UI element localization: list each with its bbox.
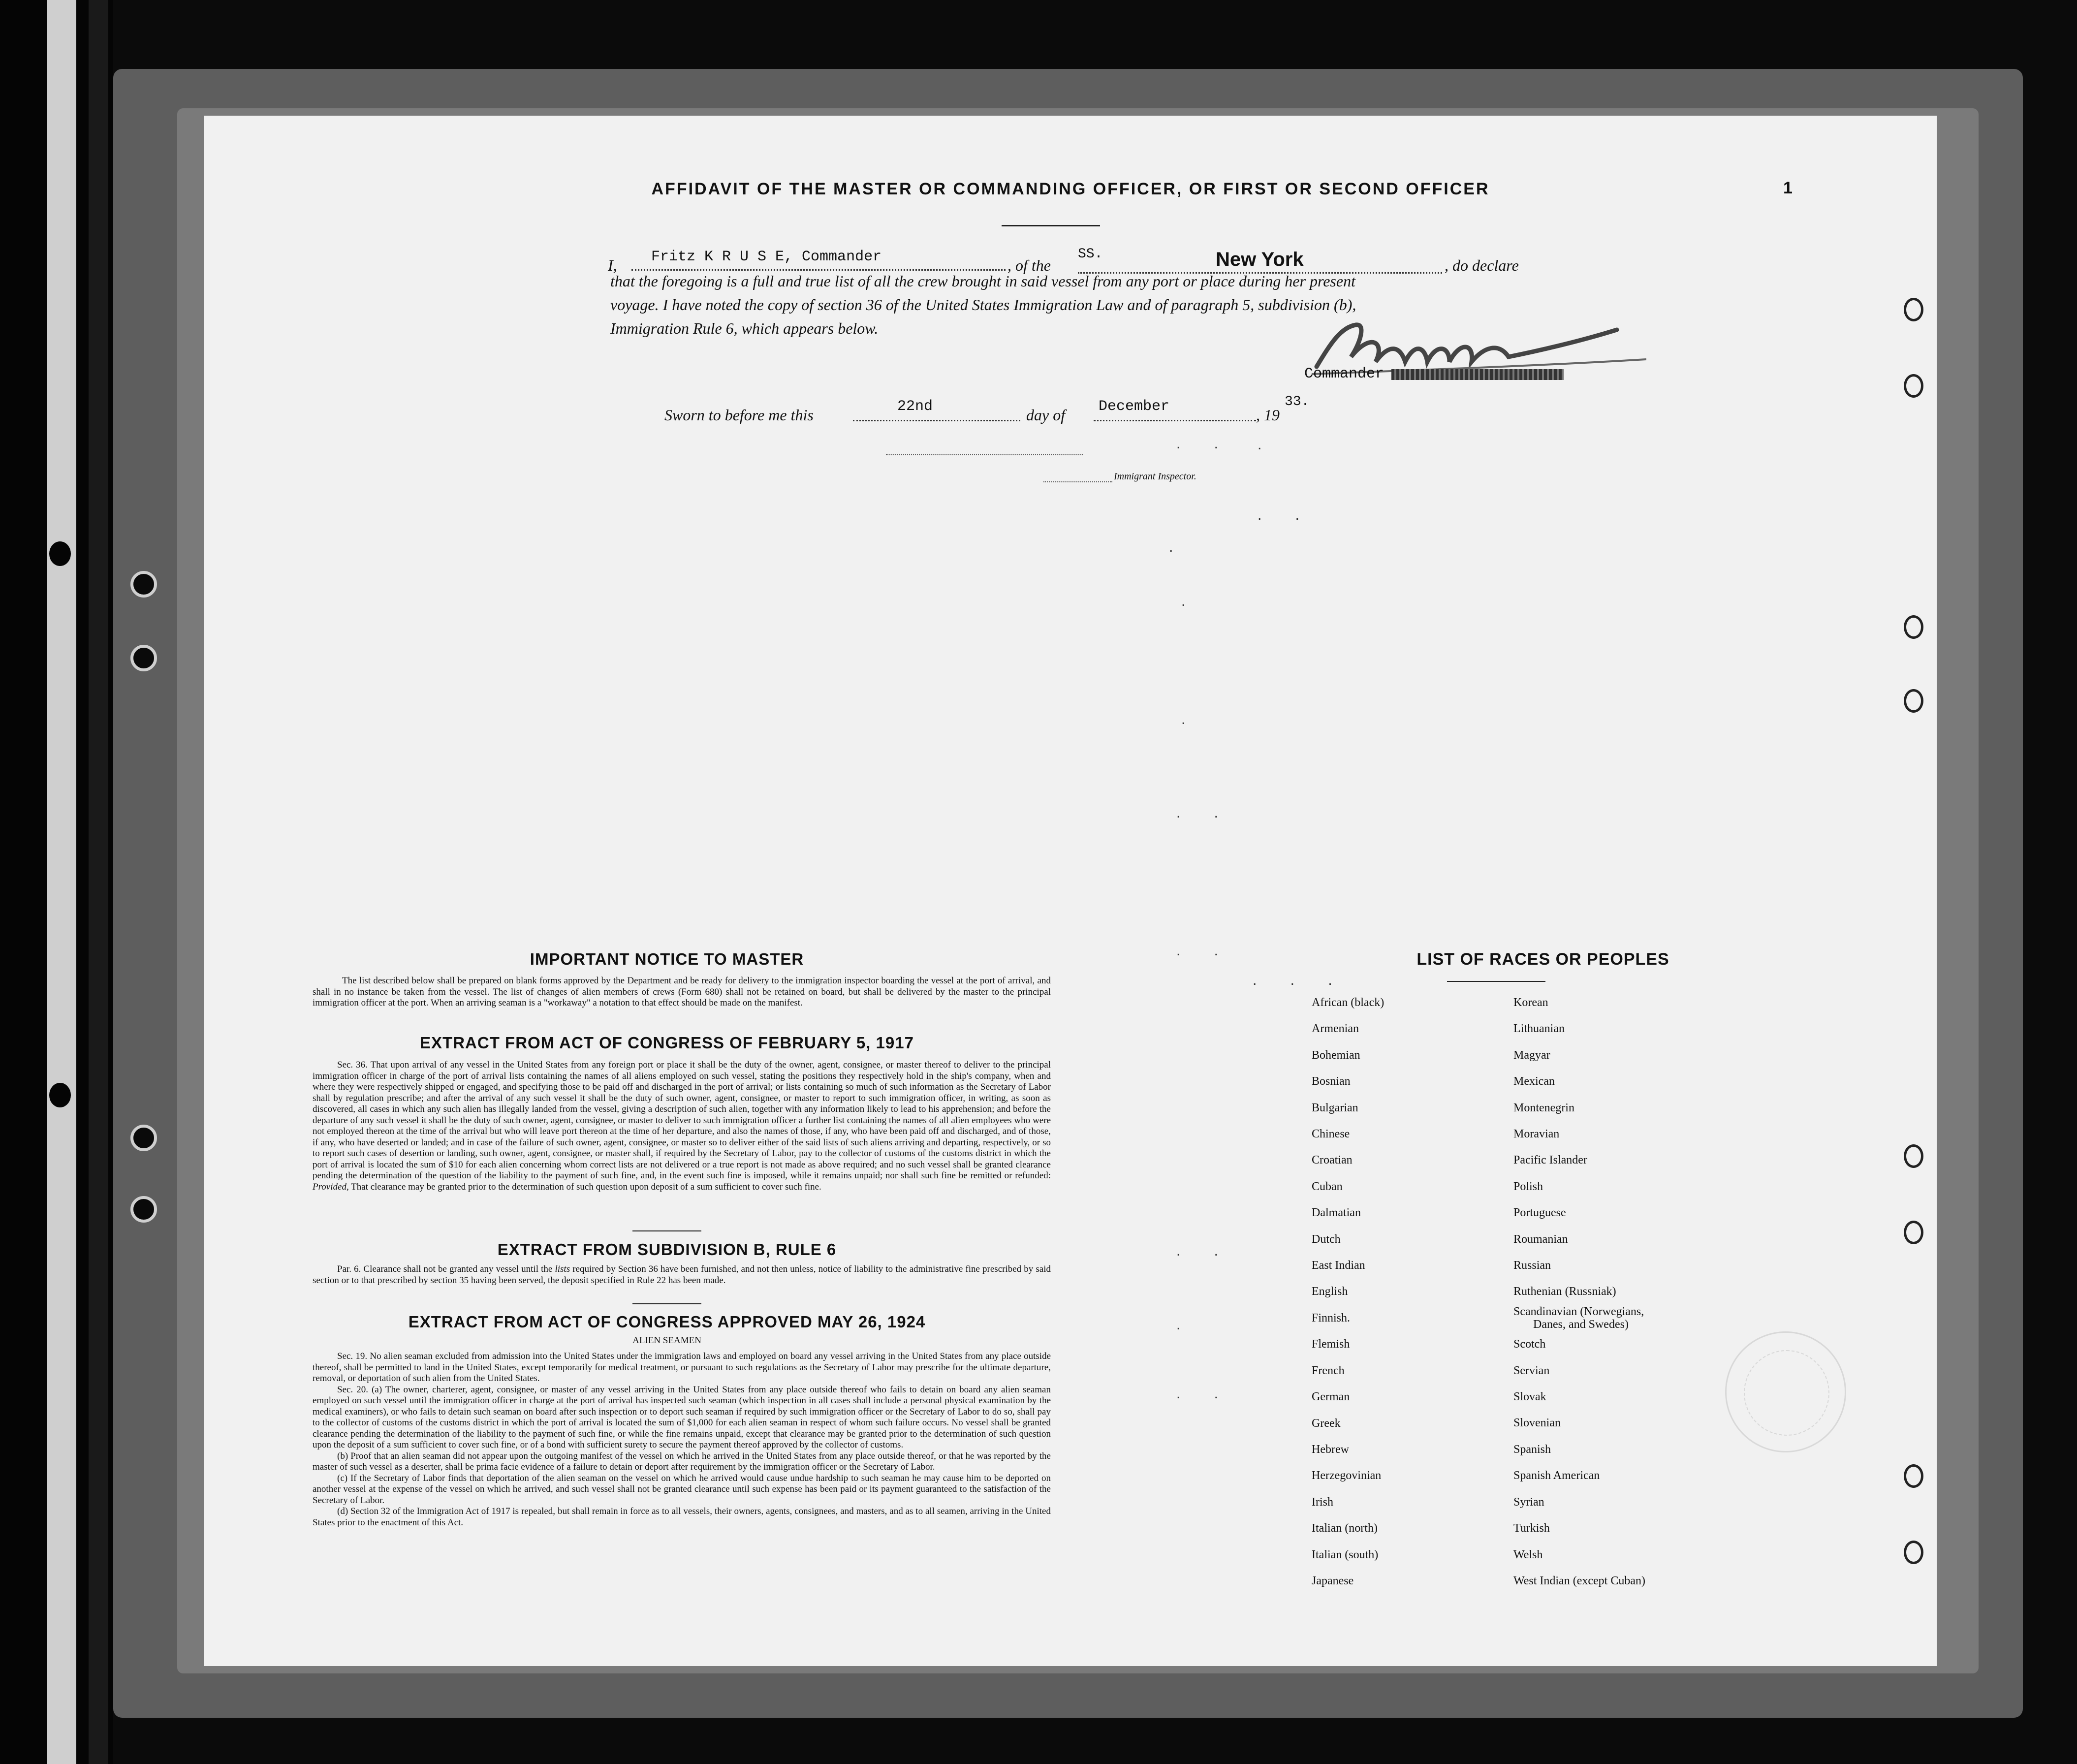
struck-out-title [1391, 369, 1564, 380]
extract-1924-sec20d: (d) Section 32 of the Immigration Act of 1917 is repealed, but shall remain in force as to all vessels, their owners, agents, consignees, and masters, and as to all seamen, arriving in the United States prior to the enactment of this Act. [313, 1506, 1051, 1528]
race-item: Dalmatian [1312, 1206, 1361, 1220]
decl-line-3: voyage. I have noted the copy of section 36 of the United States Immigration Law and of paragraph 5, subdivision (b), [610, 296, 1356, 314]
decl-line-2: that the foregoing is a full and true list of all the crew brought in said vessel from any port or place during her present [610, 272, 1355, 290]
binder-hole [130, 571, 157, 598]
race-item: Pacific Islander [1513, 1154, 1587, 1167]
race-item-continued: Danes, and Swedes) [1533, 1318, 1629, 1331]
race-item: Dutch [1312, 1232, 1341, 1246]
column-marks: . . [1176, 943, 1233, 959]
sworn-month-field [1094, 398, 1256, 421]
film-perforation [49, 541, 71, 566]
race-item: Korean [1513, 996, 1548, 1009]
race-item: Servian [1513, 1364, 1550, 1377]
binder-hole [1904, 1541, 1923, 1564]
race-item: West Indian (except Cuban) [1513, 1574, 1645, 1587]
binder-hole [1904, 1221, 1923, 1244]
inspector-label: Immigrant Inspector. [1114, 471, 1196, 482]
race-item: Japanese [1312, 1574, 1354, 1587]
races-title: LIST OF RACES OR PEOPLES [1416, 950, 1669, 969]
race-item: Spanish American [1513, 1469, 1600, 1482]
sworn-prefix: Sworn to before me this [664, 406, 814, 424]
extract-rule6-lists: lists [555, 1264, 570, 1274]
affidavit-title: AFFIDAVIT OF THE MASTER OR COMMANDING OFFICER, OR FIRST OR SECOND OFFICER [651, 180, 1490, 198]
race-item: English [1312, 1285, 1348, 1298]
race-item: Magyar [1513, 1048, 1550, 1062]
race-item: Spanish [1513, 1443, 1551, 1456]
race-item: Scotch [1513, 1338, 1546, 1351]
race-item: Greek [1312, 1417, 1341, 1430]
vessel-field [1078, 249, 1442, 274]
year-suffix: 33. [1285, 394, 1310, 410]
race-item: Scandinavian (Norwegians, Danes, and Swedes) [1513, 1305, 1645, 1331]
race-item: Mexican [1513, 1075, 1555, 1088]
extract-1924-sec20b: (b) Proof that an alien seaman did not appear upon the outgoing manifest of the vessel on which he arrived in the United States from any place outside thereof, or that he was reported by the master of such vessel as a deserter, shall be prima facie evidence of a failure to detain or deport after requirement by the immigration officer or the Secretary of Labor. [313, 1450, 1051, 1472]
race-item: Flemish [1312, 1338, 1350, 1351]
binder-hole [130, 645, 157, 671]
extract-1924-title: EXTRACT FROM ACT OF CONGRESS APPROVED MAY 26, 1924 [408, 1313, 926, 1331]
column-marks: . [1181, 593, 1200, 609]
sworn-day-field [853, 398, 1020, 421]
extract-1917-text-b: That clearance may be granted prior to the determination of such question upon deposit of a sum sufficient to cover such fine. [351, 1181, 821, 1192]
inspector-signature-line [886, 454, 1083, 455]
binder-hole [1904, 1144, 1923, 1168]
year-prefix: , 19 [1256, 406, 1280, 424]
race-item: French [1312, 1364, 1345, 1377]
decl-line-4: Immigration Rule 6, which appears below. [610, 319, 879, 337]
race-item: Bulgarian [1312, 1101, 1358, 1114]
vessel-name: New York [1216, 249, 1304, 270]
extract-1924-body [313, 1351, 1051, 1528]
extract-1924-sec19: Sec. 19. No alien seaman excluded from admission into the United States under the immigration laws and employed on board any vessel arriving in the United States from any place outside thereof, shall be permitted to land in the United States, except temporarily for medical treatment, or pursuant to such regulations as the Secretary of Labor may prescribe for the ultimate departure, removal, or deportation of such alien from the United States. [313, 1351, 1051, 1384]
race-item: German [1312, 1390, 1350, 1404]
extract-1917-text-a: Sec. 36. That upon arrival of any vessel in the United States from any foreign port or place it shall be the duty of the owner, agent, consignee, or master thereof to deliver to the principal immigration officer in charge of the port of arrival lists containing the names of all aliens employed on such vessel, stating the positions they respectively hold in the ship's company, when and where they were respectively shipped or engaged, and specifying those to be paid off and discharged in the port of arrival; or lists containing so much of such information as the Secretary of Labor shall by regulation prescribe; and after the arrival of any such vessel it shall be the duty of such owner, agent, consignee, or master to report to such immigration officer, in writing, as soon as discovered, all cases in which any such alien has illegally landed from the vessel, giving a description of such alien, together with any information likely to lead to his apprehension; and before the departure of any such vessel it shall be the duty of such owner, agent, consignee, or master to deliver to such immigration officer a further list containing the names of all alien employees who were not employed thereon at the time of the arrival but who will leave port thereon at the time of her departure, and also the names of those, if any, who have been paid off and discharged, and of those, if any, who have deserted or landed; and in case of the failure of such owner, agent, consignee, or master so to deliver either of the said lists of such aliens arriving and departing, respectively, or so to report such cases of desertion or landing, such owner, agent, consignee, or master shall, if required by the Secretary of Labor, pay to the collector of customs of the customs district in which the port of arrival is located the sum of $10 for each alien concerning whom correct lists are not delivered or a true report is not made as above required; and no such vessel shall be granted clearance pending the determination of the question of the liability to the payment of such fine, and, in the event such fine is imposed, while it remains unpaid; nor shall such fine be remitted or refunded: [313, 1060, 1051, 1181]
race-item: Polish [1513, 1180, 1543, 1193]
race-item: Slovak [1513, 1390, 1546, 1404]
binder-hole [1904, 298, 1923, 321]
column-marks: . . [1176, 1243, 1233, 1259]
film-edge [47, 0, 76, 1764]
extract-1924-sec20a: Sec. 20. (a) The owner, charterer, agent, consignee, or master of any vessel arriving in the United States from any place outside thereof who fails to detain on board any alien seaman employed on such vessel until the immigration officer in charge at the port of arrival has inspected such seaman (which inspection in all cases shall include a personal physical examination by the medical examiners), or who fails to detain such seaman on board after such inspection or to deport such seaman if required by such immigration officer or the Secretary of Labor to do so, shall pay to the collector of customs of the customs district in which the port of arrival is located the sum of $1,000 for each alien seaman in respect of whom such failure occurs. No vessel shall be granted clearance pending the determination of the liability to the payment of such fine, or while the fine remains unpaid, except that clearance may be granted prior to the determination of such question upon the deposit of a sum sufficient to cover such fine, or of a bond with sufficient surety to secure the payment thereof approved by the collector of customs. [313, 1384, 1051, 1450]
officer-name: Fritz K R U S E, Commander [651, 249, 882, 265]
column-marks: . . [1176, 805, 1233, 821]
race-item: Roumanian [1513, 1232, 1568, 1246]
race-item: Slovenian [1513, 1417, 1561, 1430]
of-the-label: , of the [1007, 256, 1051, 274]
notice-title: IMPORTANT NOTICE TO MASTER [530, 950, 804, 968]
film-edge-dark [89, 0, 108, 1764]
race-item: Moravian [1513, 1128, 1560, 1141]
race-item: Welsh [1513, 1548, 1543, 1561]
officer-name-field [631, 249, 1006, 271]
race-item: Ruthenian (Russniak) [1513, 1285, 1616, 1298]
column-marks: . [1181, 711, 1200, 727]
races-underline [1447, 981, 1545, 982]
race-item: Irish [1312, 1495, 1333, 1509]
column-marks: . [1169, 539, 1188, 555]
binder-hole [1904, 615, 1923, 639]
extract-1917-title: EXTRACT FROM ACT OF CONGRESS OF FEBRUARY 5, 1917 [420, 1034, 914, 1052]
do-declare-label: , do declare [1445, 256, 1519, 274]
vessel-prefix: SS. [1078, 247, 1103, 262]
extract-rule6-title: EXTRACT FROM SUBDIVISION B, RULE 6 [497, 1240, 837, 1259]
binder-hole [130, 1125, 157, 1151]
race-item: Bosnian [1312, 1075, 1351, 1088]
binder-hole [1904, 1464, 1923, 1488]
film-perforation [49, 1083, 71, 1107]
official-seal [1725, 1331, 1846, 1452]
race-item: Hebrew [1312, 1443, 1349, 1456]
extract-1917-body [313, 1060, 1051, 1193]
race-item: Russian [1513, 1259, 1551, 1272]
section-divider [632, 1230, 701, 1231]
race-item: African (black) [1312, 996, 1385, 1009]
race-item: Herzegovinian [1312, 1469, 1382, 1482]
race-item: Montenegrin [1513, 1101, 1574, 1114]
column-marks: . [1176, 1317, 1196, 1333]
inspector-line [1043, 481, 1112, 482]
races-left-column [1312, 990, 1384, 1594]
column-marks: . . [1258, 507, 1315, 523]
page-mark: 1 [1783, 179, 1793, 197]
column-marks: . . [1176, 436, 1233, 452]
race-item: Finnish. [1312, 1311, 1351, 1324]
extract-rule6-text-a: Par. 6. Clearance shall not be granted any vessel until the [337, 1264, 553, 1274]
sworn-month: December [1099, 398, 1170, 415]
extract-1924-sec20c: (c) If the Secretary of Labor finds that deportation of the alien seaman on the vessel on which he arrived would cause undue hardship to such seaman he may cause him to be deported on another vessel at the expense of the vessel on which he arrived, and such vessel shall not be granted clearance until such expense has been paid or its payment guaranteed to the satisfaction of the Secretary of Labor. [313, 1473, 1051, 1506]
race-item: Turkish [1513, 1522, 1550, 1535]
extract-1917-provided: Provided, [313, 1181, 349, 1192]
section-divider [632, 1303, 701, 1304]
races-right-column [1513, 990, 1645, 1594]
binder-hole [130, 1196, 157, 1223]
extract-1924-subtitle: ALIEN SEAMEN [632, 1335, 701, 1346]
extract-rule6-text-b: required by Section 36 have been furnished, and not then unless, notice of liability to the administrative fine prescribed by said section or to that prescribed by section 35 having been served, the deposit specified in Rule 22 has been made. [313, 1264, 1051, 1286]
race-item: Chinese [1312, 1128, 1350, 1141]
day-of-label: day of [1026, 406, 1066, 424]
race-item: Lithuanian [1513, 1022, 1565, 1036]
race-item: Bohemian [1312, 1048, 1360, 1062]
race-item: Syrian [1513, 1495, 1544, 1509]
race-item: Portuguese [1513, 1206, 1566, 1220]
race-item: East Indian [1312, 1259, 1365, 1272]
race-item: Italian (south) [1312, 1548, 1379, 1561]
binder-hole [1904, 374, 1923, 398]
column-marks: . . [1176, 1386, 1233, 1402]
race-item: Armenian [1312, 1022, 1359, 1036]
column-marks: . [1258, 437, 1277, 453]
sworn-day: 22nd [897, 398, 933, 415]
signature-title: Commander [1304, 366, 1385, 382]
title-underline [1002, 225, 1100, 226]
manifest-page [204, 116, 1937, 1666]
notice-body: The list described below shall be prepared on blank forms approved by the Department and be ready for delivery to the immigration inspector boarding the vessel at the port of arrival, and shall in no instance be taken from the vessel. The list of changes of alien members of crews (Form 680) shall not be retained on board, but shall be delivered by the master to the principal immigration officer at the port. When an arriving seaman is a "workaway" a notation to that effect should be made on the manifest. [313, 976, 1051, 1008]
binder-hole [1904, 689, 1923, 713]
race-item: Cuban [1312, 1180, 1343, 1193]
extract-rule6-body [313, 1264, 1051, 1286]
race-item: Italian (north) [1312, 1522, 1378, 1535]
decl-prefix: I, [608, 256, 617, 274]
column-marks: . . . [1253, 972, 1347, 988]
race-item: Croatian [1312, 1154, 1353, 1167]
